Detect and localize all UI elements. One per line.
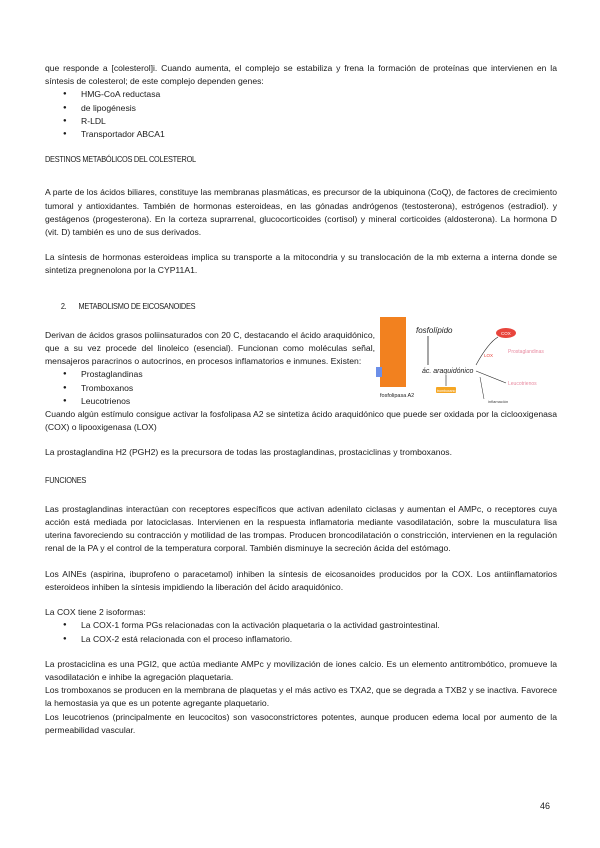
eicosanoid-pathway-figure [376,313,556,409]
eicos-paragraph-1: Derivan de ácidos grasos poliinsaturados con 20 C, destacando el ácido araquidónico, que a su vez procede del linoleico (esencial). Funcionan como moléculas señal, mensajeros paracrinos o autocrinos, en procesos inflamatorios e inmunes. Existen: [45,329,375,367]
list-item: ● Prostaglandinas [81,368,557,381]
eicos-paragraph-2: Cuando algún estímulo consigue activar la fosfolipasa A2 se sintetiza ácido araquidónico que puede ser oxidada por la ciclooxigenasa (COX) o lipooxigenasa (LOX) [45,409,557,433]
fosfolipido-label: fosfolípido [416,326,453,335]
note-label: inflamación [488,399,509,404]
leucotrienos-label: Leucotrienos [508,381,537,387]
section-title: METABOLISMO DE EICOSANOIDES [78,300,196,311]
lox-label: LOX [484,353,494,358]
funciones-paragraph-5: Los leucotrienos (principalmente en leucocitos) son vasoconstrictores potentes, aunque producen edema local por aumento de la permeabilidad vascular. [45,711,557,735]
eicos-paragraph-3: La prostaglandina H2 (PGH2) es la precursora de todas las prostaglandinas, prostaciclinas y tromboxanos. [45,447,452,458]
section-heading-funciones: FUNCIONES [45,474,87,485]
funciones-paragraph-2: Los AINEs (aspirina, ibuprofeno o paracetamol) inhiben la síntesis de eicosanoides producidos por la COX. Los antiinflamatorios esteroideos inhiben la síntesis impidiendo la liberación del ácido araquidónico. [45,568,557,592]
genes-list [45,88,557,141]
section-number: 2. [60,300,67,311]
list-item: ● Leucotrienos [81,395,557,408]
list-item: ● La COX-1 forma PGs relacionadas con la activación plaquetaria o la actividad gastrointestinal. [81,619,557,632]
list-item: ● R-LDL [81,115,557,128]
fosfolipasa-label: fosfolipasa A2 [380,393,415,399]
section-heading-eicosanoides [45,300,496,313]
destinos-paragraph-1: A parte de los ácidos biliares, constituye las membranas plasmáticas, es precursor de la ubiquinona (CoQ), de factores de crecimiento tumoral y antioxidantes. También de hormonas esteroideas, en las gónadas andrógenos (testosterona), estrógenos (estradiol). y gestágenos (progesterona). En la corteza suprarrenal, glucocorticoides (cortisol) y mineral corticoides (aldosterona). La hormona D (vit. D) también es uno de sus derivados. [45,187,557,238]
page-number: 46 [540,801,551,811]
funciones-paragraph-4: Los tromboxanos se producen en la membrana de plaquetas y el más activo es TXA2, que se degrada a TXB2 y se inactiva. Favorece la hemostasia ya que es un potente agregante plaquetario. [45,685,557,709]
list-item: ● de lipogénesis [81,102,557,115]
tromboxano-label: tromboxano [437,389,456,393]
funciones-paragraph-3: La prostaciclina es una PGI2, que actúa mediante AMPc y movilización de iones calcio. Es un elemento antitrombótico, promueve la vasodilatación e inhibe la agregación plaquetaria. [45,658,557,682]
araquidonico-label: ác. araquidónico [422,368,474,375]
membrane-marker [376,367,382,377]
section-heading-destinos: DESTINOS METABÓLICOS DEL COLESTEROL [45,154,196,165]
funciones-paragraph-1: Las prostaglandinas interactúan con receptores específicos que activan adenilato ciclasas y aumentan el AMPc, o receptores cuya acción está mediada por latociclasas. Intervienen en la respuesta inflamatoria mediante vasodilatación, sobre la musculatura lisa uterina favoreciendo su contracción y motilidad de las trompas. Producen broncodilatación o constricción, intervienen en la regulación renal de la PA y el control de la temperatura corporal. También disminuye la secreción ácida del estómago. [45,503,557,554]
list-item: ● HMG-CoA reductasa [81,88,557,101]
list-item: ● Transportador ABCA1 [81,128,557,141]
cox-isoforms-list [45,619,557,645]
cox-label: COX [501,331,511,336]
cox-arrow [476,337,498,365]
cox-intro: La COX tiene 2 isoformas: [45,607,146,618]
list-item: ● La COX-2 está relacionada con el proceso inflamatorio. [81,633,557,646]
destinos-paragraph-2: La síntesis de hormonas esteroideas implica su transporte a la mitocondria y su translocación de la mb externa a interna donde se sintetiza pregnenolona por la CYP11A1. [45,252,557,276]
list-item: ● Tromboxanos [81,382,557,395]
prostaglandinas-label: Prostaglandinas [508,349,544,355]
intro-paragraph: que responde a [colesterol]i. Cuando aumenta, el complejo se estabiliza y frena la formación de proteínas que intervienen en la síntesis de colesterol; de este complejo dependen genes: [45,63,557,87]
lox-arrow [476,371,506,383]
membrane-bar [380,317,406,387]
note-arrow [480,377,484,399]
